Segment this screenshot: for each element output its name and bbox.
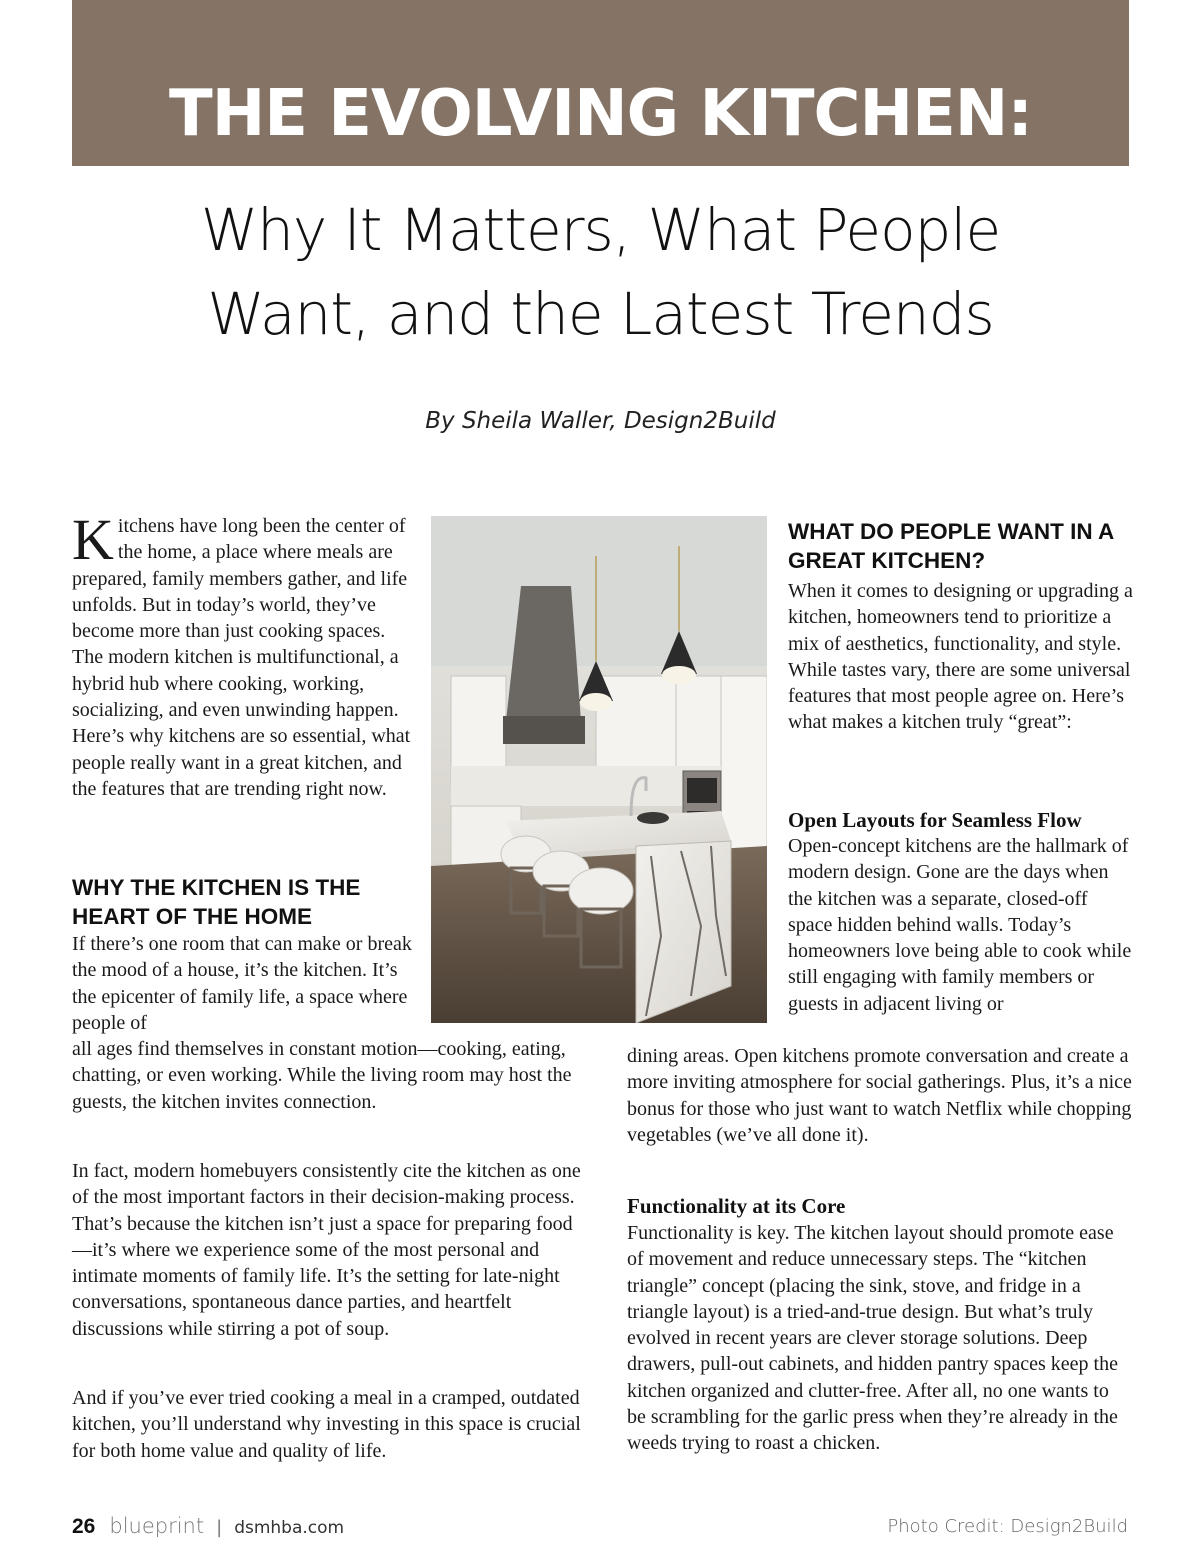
heart-heading: WHY THE KITCHEN IS THE HEART OF THE HOME [72,875,361,929]
heart-paragraph-3: And if you’ve ever tried cooking a meal in a cramped, outdated kitchen, you’ll understand why investing in this space is crucial for both home value and quality of life. [72,1387,581,1462]
heart-paragraph-1-part-2: all ages find themselves in constant motion—cooking, eating, chatting, or even working. While the living room may host the guests, the kitchen invites connection. [72,1038,572,1113]
subtitle-line-1: Why It Matters, What People [200,196,1001,264]
functionality-heading: Functionality at its Core [627,1194,846,1218]
open-layouts-paragraph-part-2: dining areas. Open kitchens promote conversation and create a more inviting atmosphere for social gatherings. Plus, it’s a nice bonus for those who just want to watch Netflix while chopping vegetables (we’ve all done it). [627,1045,1132,1146]
footer-separator: | [216,1517,223,1538]
open-layouts-paragraph-part-1: Open-concept kitchens are the hallmark of modern design. Gone are the days when the kitchen was a separate, closed-off space hidden behind walls. Today’s homeowners love being able to cook while still engaging with family members or guests in adjacent living or [788,835,1132,1015]
drop-cap: K [72,507,114,572]
kitchen-photo [431,516,767,1023]
subtitle-line-2: Want, and the Latest Trends [207,280,994,348]
title-banner [72,0,1129,166]
open-layouts-heading: Open Layouts for Seamless Flow [788,808,1082,832]
page-subtitle [72,188,1129,356]
want-heading: WHAT DO PEOPLE WANT IN A GREAT KITCHEN? [788,519,1114,573]
functionality-paragraph: Functionality is key. The kitchen layout should promote ease of movement and reduce unnecessary steps. The “kitchen triangle” concept (placing the sink, stove, and fridge in a triangle layout) is a tried-and-true design. But what’s truly evolved in recent years are clever storage solutions. Deep drawers, pull-out cabinets, and hidden pantry spaces keep the kitchen organized and clutter-free. After all, no one wants to be scrambling for the garlic press when they’re already in the weeds trying to roast a chicken. [627,1222,1118,1455]
want-paragraph: When it comes to designing or upgrading a kitchen, homeowners tend to prioritize a mix of aesthetics, functionality, and style. While tastes vary, there are some universal features that most people agree on. Here’s what makes a kitchen truly “great”: [788,580,1133,734]
blueprint-logo: blueprint [109,1514,205,1538]
byline: By Sheila Waller, Design2Build [425,408,776,434]
intro-text: itchens have long been the center of the home, a place where meals are prepared, family members gather, and life unfolds. But in today’s world, they’ve become more than just cooking spaces. The modern kitchen is multifunctional, a hybrid hub where cooking, working, socializing, and even unwinding happen. Here’s why kitchens are so essential, what people really want in a great kitchen, and the features that are trending right now. [72,515,411,800]
photo-credit: Photo Credit: Design2Build [887,1516,1128,1537]
page-footer [72,1514,344,1542]
heart-paragraph-2: In fact, modern homebuyers consistently cite the kitchen as one of the most important factors in their decision-making process. That’s because the kitchen isn’t just a space for preparing food—it’s where we experience some of the most personal and intimate moments of family life. It’s the setting for late-night conversations, spontaneous dance parties, and heartfelt discussions while stirring a pot of soup. [72,1160,581,1340]
page-number: 26 [72,1515,96,1538]
page-title: THE EVOLVING KITCHEN: [169,77,1032,151]
intro-paragraph [72,507,417,802]
heart-paragraph-1-part-1: If there’s one room that can make or break the mood of a house, it’s the kitchen. It’s the epicenter of family life, a space where people of [72,933,412,1034]
website-link[interactable]: dsmhba.com [234,1518,345,1538]
